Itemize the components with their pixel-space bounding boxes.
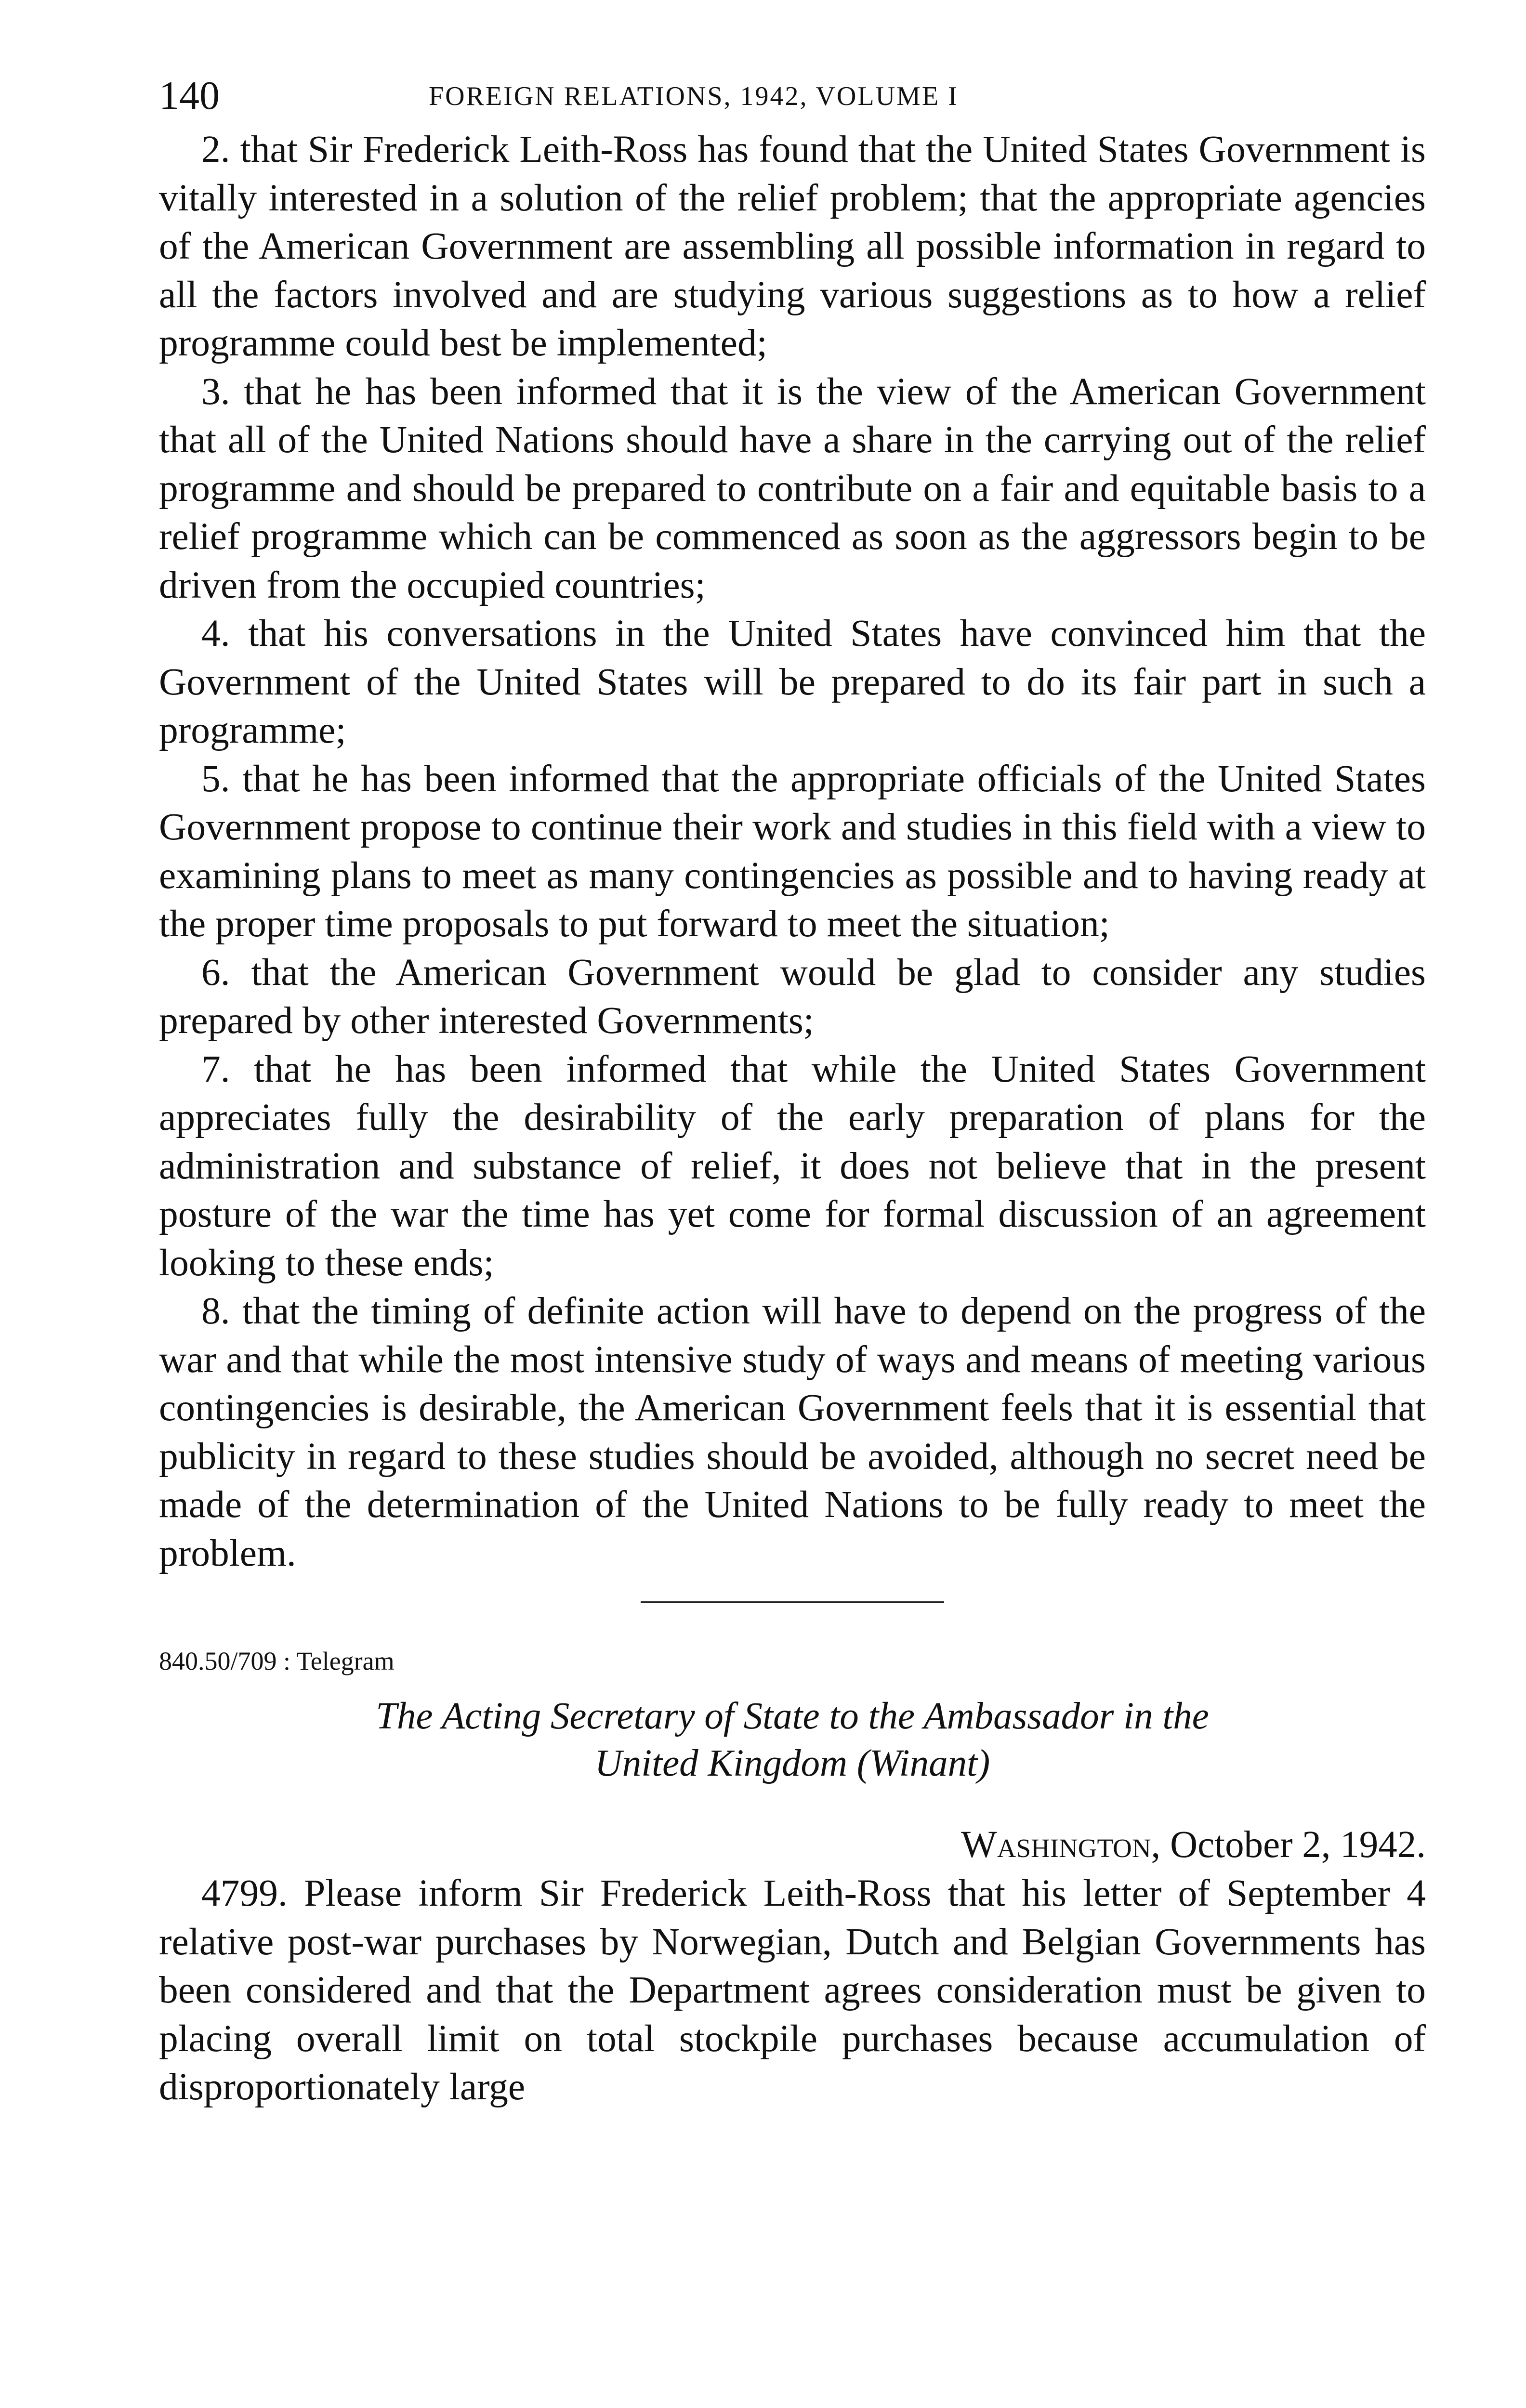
paragraph-point-5: 5. that he has been informed that the appropriate officials of the United States Government propose to continue their work and studies in this field with a view to examining plans to meet as many contingencies as possible and to having ready at the proper time proposals to put forward to meet the situation; [159, 757, 1426, 945]
dateline [159, 1821, 1426, 1869]
telegram-paragraph: 4799. Please inform Sir Frederick Leith-Ross that his letter of September 4 relative post-war purchases by Norwegian, Dutch and Belgian Governments has been considered and that the Department agrees consideration must be given to placing overall limit on total stockpile purchases because accumulation of disproportionately large [159, 1872, 1426, 2108]
dateline-place: Washington, [961, 1824, 1161, 1866]
paragraph-point-8: 8. that the timing of definite action will have to depend on the progress of the war and that while the most intensive study of ways and means of meeting various contingencies is desirable, the American Government feels that it is essential that publicity in regard to these studies should be avoided, although no secret need be made of the determination of the United Nations to be fully ready to meet the problem. [159, 1290, 1426, 1574]
section-divider [641, 1601, 944, 1603]
numbered-points [159, 125, 1426, 1577]
page-number: 140 [159, 73, 220, 118]
dateline-date: October 2, 1942. [1170, 1824, 1426, 1866]
paragraph-point-3: 3. that he has been informed that it is the view of the American Government that all of the United Nations should have a share in the carrying out of the relief programme and should be prepared to contribute on a fair and equitable basis to a relief programme which can be commenced as soon as the aggressors begin to be driven from the occupied countries; [159, 370, 1426, 606]
page-header [159, 72, 1426, 125]
paragraph-point-4: 4. that his conversations in the United States have convinced him that the Government of the United States will be prepared to do its fair part in such a programme; [159, 612, 1426, 751]
document-title-line-1: The Acting Secretary of State to the Ambassador in the [376, 1695, 1209, 1737]
running-head: FOREIGN RELATIONS, 1942, VOLUME I [429, 81, 959, 111]
paragraph-point-6: 6. that the American Government would be glad to consider any studies prepared by other interested Governments; [159, 951, 1426, 1042]
telegram-body [159, 1869, 1426, 2111]
document-page [159, 72, 1426, 2111]
document-title [159, 1693, 1426, 1787]
file-reference: 840.50/709 : Telegram [159, 1647, 395, 1675]
paragraph-point-7: 7. that he has been informed that while the United States Government appreciates fully the desirability of the early preparation of plans for the administration and substance of relief, it does not believe that in the present posture of the war the time has yet come for formal discussion of an agreement looking to these ends; [159, 1047, 1426, 1284]
document-title-line-2: United Kingdom (Winant) [594, 1742, 990, 1784]
paragraph-point-2: 2. that Sir Frederick Leith-Ross has found that the United States Government is vitally interested in a solution of the relief problem; that the appropriate agencies of the American Government are assembling all possible information in regard to all the factors involved and are studying various suggestions as to how a relief programme could best be implemented; [159, 128, 1426, 364]
